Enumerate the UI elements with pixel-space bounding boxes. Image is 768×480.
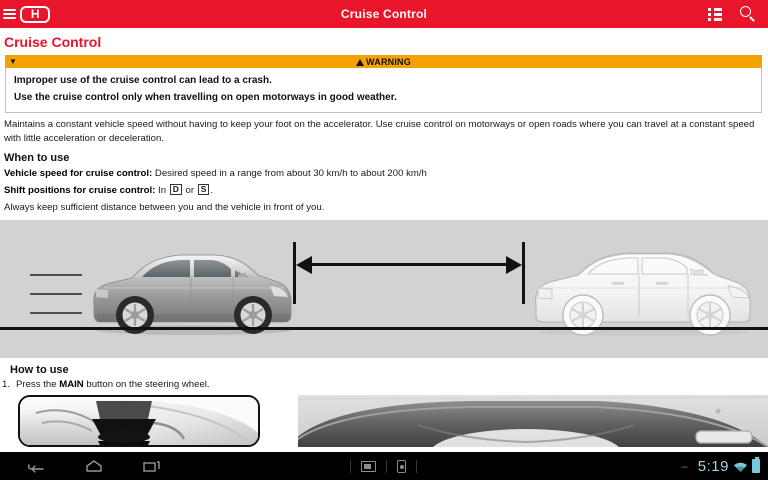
page-title: Cruise Control [4, 34, 102, 50]
honda-logo-letter: H [30, 7, 40, 21]
vehicle-speed-label: Vehicle speed for cruise control: [4, 168, 153, 180]
android-navigation-bar [0, 452, 768, 480]
gear-badge-s: S [198, 184, 210, 196]
back-arrow-icon[interactable] [26, 458, 46, 474]
ground-line [0, 327, 768, 330]
app-header [0, 0, 768, 28]
screenshot-icon[interactable] [361, 461, 376, 472]
warning-body [5, 68, 762, 113]
step-emphasis: MAIN [59, 379, 84, 390]
step-text-after: button on the steering wheel. [83, 379, 210, 390]
status-divider-1 [350, 460, 351, 473]
warning-label [5, 57, 762, 67]
gear-badge-d: D [170, 184, 182, 196]
home-icon[interactable] [84, 458, 104, 474]
status-divider-2 [386, 460, 387, 473]
usb-debug-icon[interactable] [397, 460, 406, 473]
hamburger-icon[interactable] [3, 8, 16, 21]
distance-note: Always keep sufficient distance between you and the vehicle in front of you. [4, 202, 325, 213]
intro-paragraph: Maintains a constant vehicle speed without having to keep your foot on the accelerator. Use cruise control on motorways or open roads where you can travel at a constant speed with little acceleration or deceleration. [4, 119, 755, 144]
step-text-before: Press the [16, 379, 60, 390]
how-to-use-images [0, 395, 768, 445]
steering-wheel-closeup-art [20, 397, 260, 447]
speed-line-1 [30, 274, 82, 276]
honda-logo[interactable] [20, 6, 50, 23]
nav-buttons [0, 458, 162, 474]
vehicle-speed-value: Desired speed in a range from about 30 km/h to about 200 km/h [154, 168, 427, 180]
steering-wheel-wide-art [298, 395, 768, 447]
shift-prefix: In [158, 184, 167, 196]
warning-collapse-caret[interactable]: ▼ [9, 56, 17, 66]
shift-suffix: . [210, 184, 214, 196]
status-divider-3 [416, 460, 417, 473]
warning-header[interactable] [5, 55, 762, 68]
steering-wheel-main-button-photo[interactable] [18, 395, 260, 447]
steering-wheel-overview-photo[interactable] [298, 395, 768, 447]
wifi-icon [733, 460, 748, 472]
how-to-use-heading: How to use [10, 364, 69, 376]
warning-triangle-icon [356, 59, 364, 66]
shift-conjunction: or [185, 184, 195, 196]
how-to-use-step-1 [0, 379, 768, 392]
search-icon[interactable] [740, 6, 756, 22]
warning-box [5, 55, 762, 113]
app-title: Cruise Control [340, 7, 428, 21]
vehicle-speed-spec [0, 166, 768, 182]
when-to-use-heading: When to use [4, 152, 70, 165]
app-header-right [708, 6, 768, 22]
index-list-icon[interactable] [708, 8, 722, 21]
recent-apps-icon[interactable] [142, 458, 162, 474]
battery-full-icon [752, 459, 760, 473]
following-distance-diagram [0, 220, 768, 358]
arrow-head-right [506, 256, 522, 274]
status-bar-right[interactable] [681, 458, 768, 475]
system-status-icons [350, 460, 417, 473]
notification-dash: – [681, 459, 688, 473]
arrow-head-left [296, 256, 312, 274]
silver-suv-side-view [88, 244, 298, 339]
arrow-shaft [312, 263, 512, 266]
shift-positions-label: Shift positions for cruise control: [4, 184, 156, 196]
app-header-left [0, 6, 50, 23]
warning-line-1: Improper use of the cruise control can lead to a crash. [14, 75, 272, 86]
page-content [0, 28, 768, 452]
warning-line-2: Use the cruise control only when travelling on open motorways in good weather. [14, 91, 397, 103]
speed-line-2 [30, 293, 82, 295]
clock: 5:19 [697, 457, 729, 475]
step-number: 1. [2, 379, 11, 390]
speed-line-3 [30, 312, 82, 314]
warning-label-text: WARNING [366, 56, 411, 67]
shift-positions-spec [0, 183, 768, 199]
following-vehicle-marker [522, 242, 525, 304]
